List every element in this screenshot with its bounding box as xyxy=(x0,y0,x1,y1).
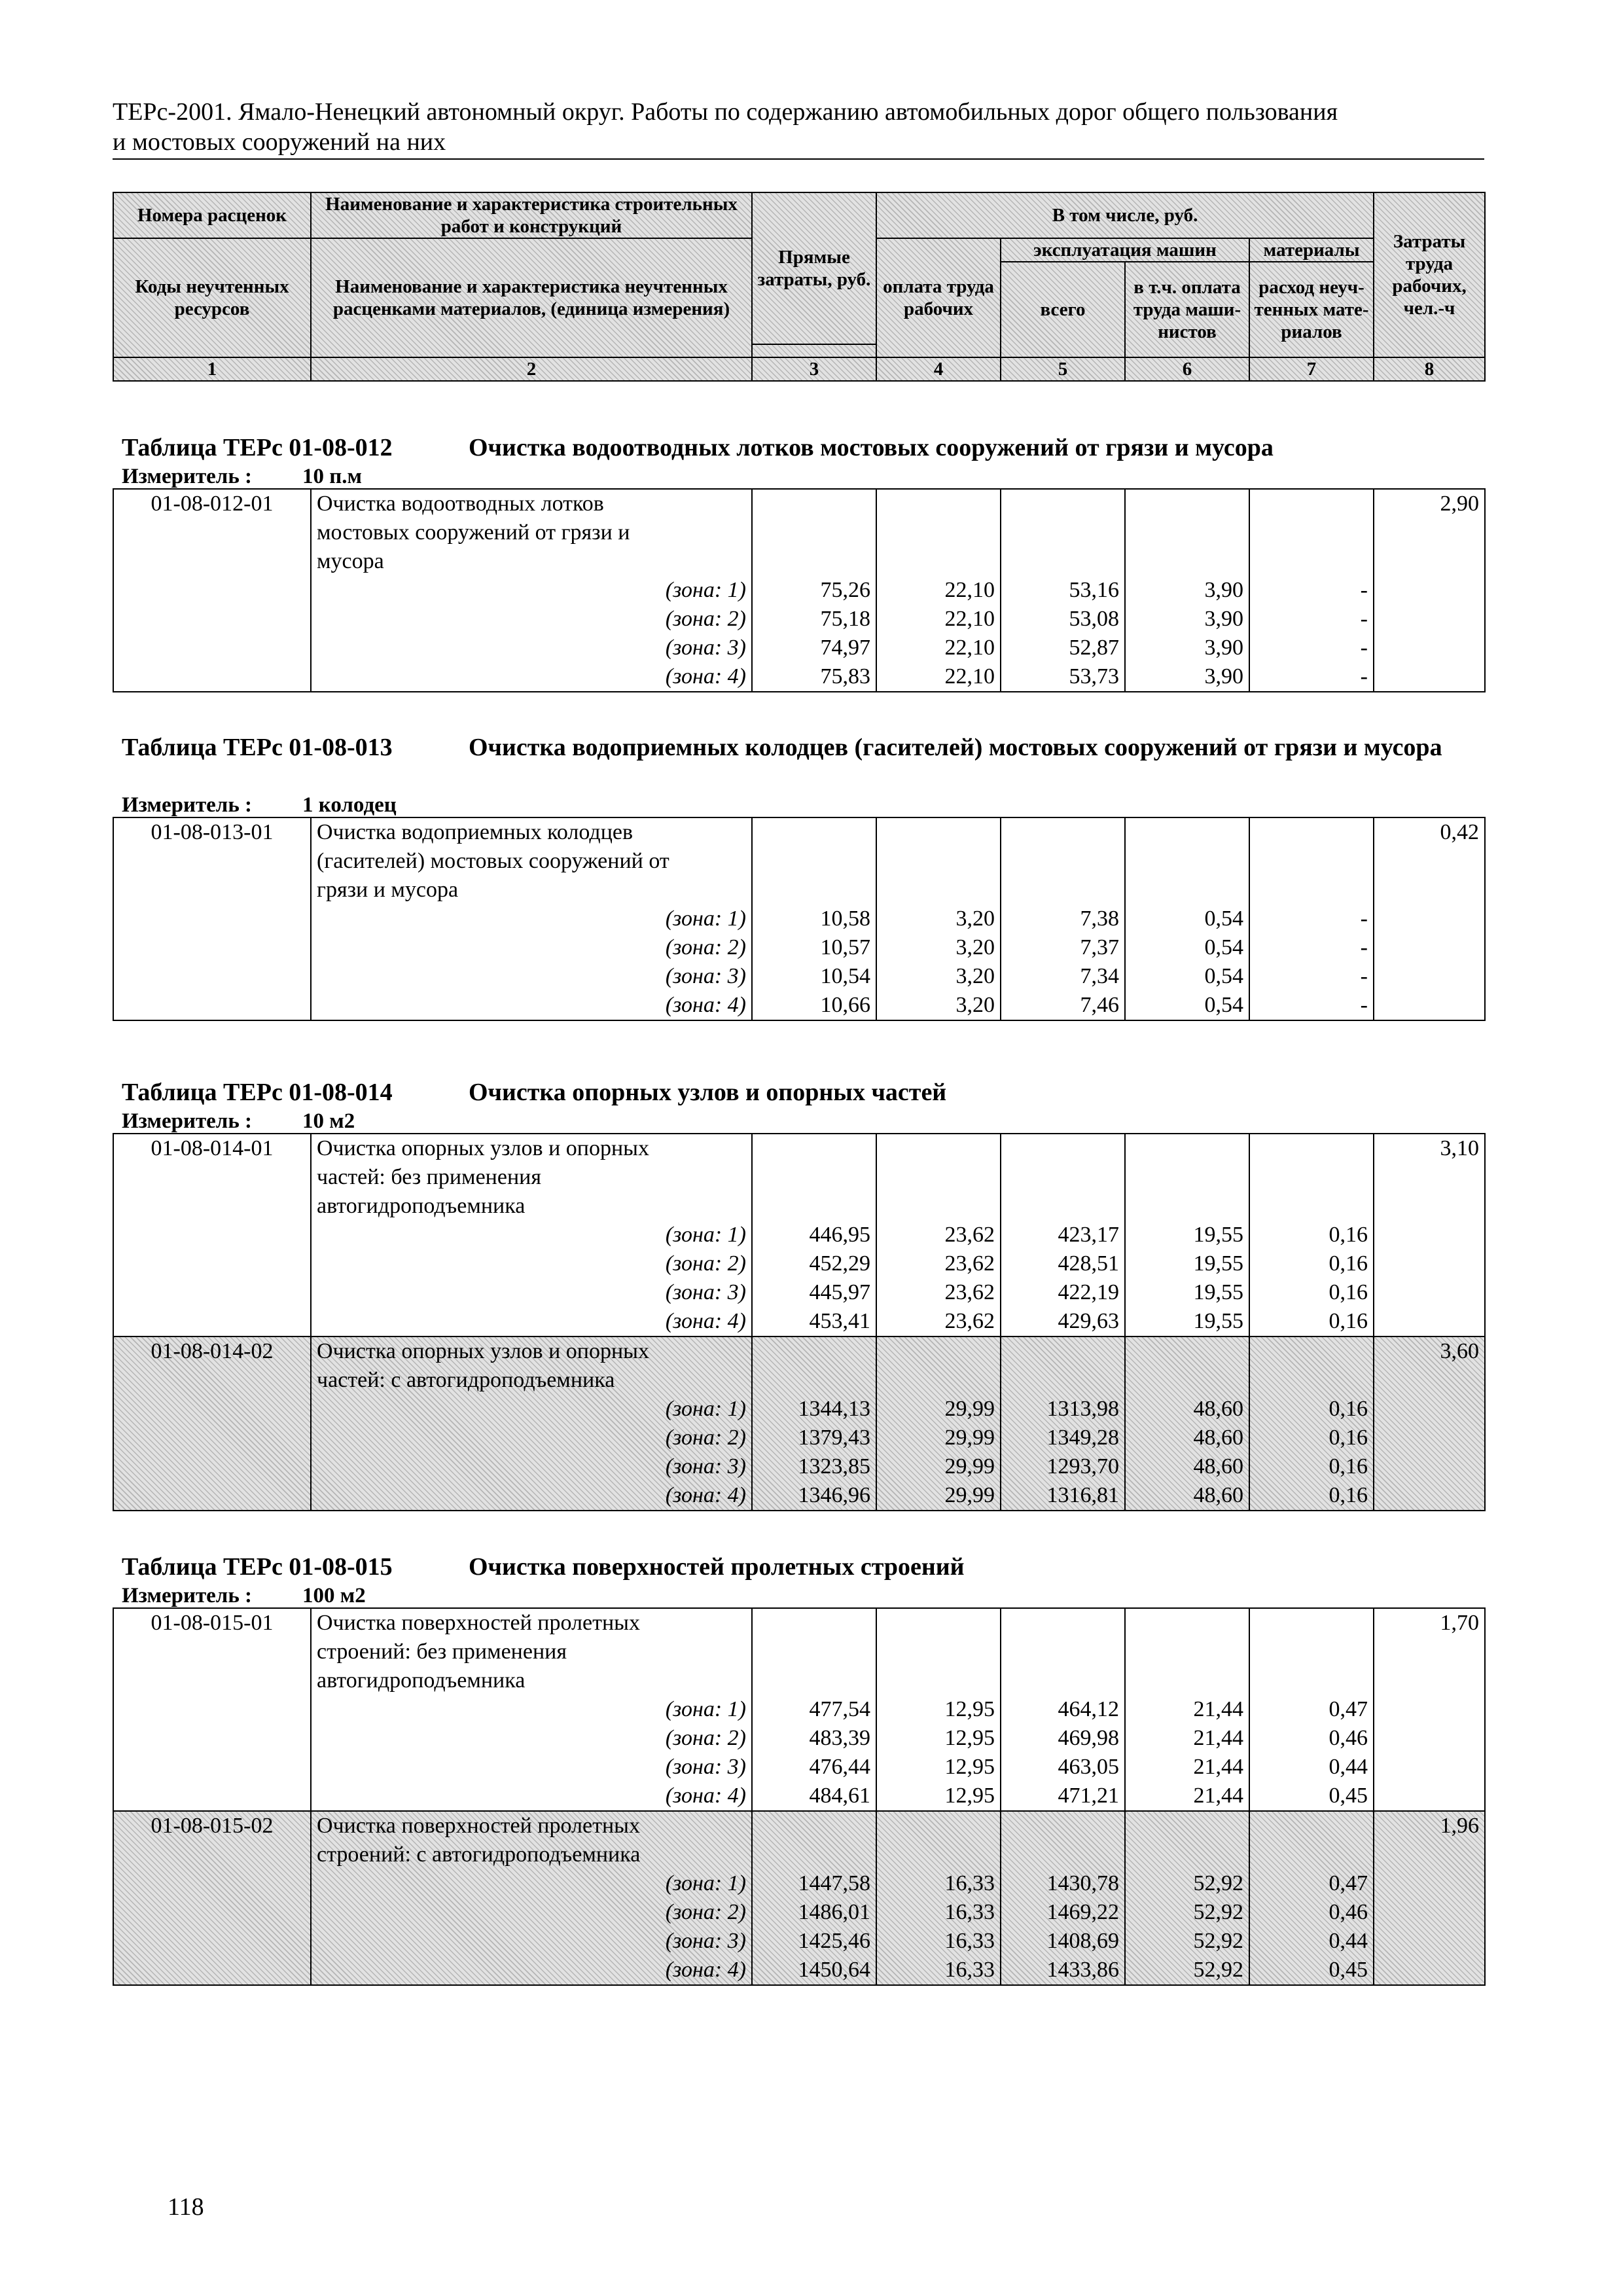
value-mach: 1408,69 xyxy=(1046,1929,1119,1953)
value-machpay: 0,54 xyxy=(1204,906,1243,931)
header-line-1: ТЕРс-2001. Ямало-Ненецкий автономный округ. Работы по содержанию автомобильных дорог общего пользования xyxy=(113,98,1338,126)
header-line-2: и мостовых сооружений на них xyxy=(113,128,446,156)
value-pay: 23,62 xyxy=(944,1223,995,1247)
table-title: Очистка водоприемных колодцев (гасителей) мостовых сооружений от грязи и мусора xyxy=(469,734,1442,761)
rate-description: частей: без применения xyxy=(317,1165,541,1189)
value-pay: 16,33 xyxy=(944,1958,995,1982)
header-labor-costs: Затраты труда рабочих, чел.-ч xyxy=(1374,192,1485,357)
value-mat: 0,16 xyxy=(1329,1251,1368,1276)
header-direct-costs: Прямые затраты, руб. xyxy=(752,192,876,344)
value-direct: 1323,85 xyxy=(798,1454,870,1479)
header-machine-operation: эксплуатация машин xyxy=(1001,238,1249,262)
rate-row xyxy=(113,1336,1485,1511)
value-mat: 0,16 xyxy=(1329,1397,1368,1421)
measure-line xyxy=(113,1104,1484,1133)
value-mach: 469,98 xyxy=(1058,1726,1119,1750)
value-direct: 10,58 xyxy=(820,906,870,931)
rate-code: 01-08-012-01 xyxy=(151,492,274,516)
rate-description: мусора xyxy=(317,549,384,573)
value-machpay: 3,90 xyxy=(1204,578,1243,602)
value-mach: 429,63 xyxy=(1058,1309,1119,1333)
value-direct: 1447,58 xyxy=(798,1871,870,1895)
value-mach: 52,87 xyxy=(1069,636,1119,660)
value-mach: 1313,98 xyxy=(1046,1397,1119,1421)
value-machpay: 3,90 xyxy=(1204,636,1243,660)
header-rates-number: Номера расценок xyxy=(113,192,311,238)
value-machpay: 0,54 xyxy=(1204,964,1243,988)
value-pay: 22,10 xyxy=(944,664,995,689)
rate-table-section xyxy=(113,733,1484,1021)
value-pay: 29,99 xyxy=(944,1426,995,1450)
value-machpay: 52,92 xyxy=(1193,1929,1243,1953)
value-mat: 0,46 xyxy=(1329,1726,1368,1750)
value-machpay: 21,44 xyxy=(1193,1726,1243,1750)
labor-costs-value: 1,96 xyxy=(1440,1814,1479,1838)
value-mat: 0,16 xyxy=(1329,1483,1368,1507)
column-header-table xyxy=(113,192,1486,382)
value-mach: 7,37 xyxy=(1080,935,1119,960)
value-pay: 23,62 xyxy=(944,1280,995,1304)
table-title: Очистка водоотводных лотков мостовых сооружений от грязи и мусора xyxy=(469,434,1274,461)
value-pay: 3,20 xyxy=(955,993,995,1017)
col-number: 7 xyxy=(1249,357,1374,381)
value-direct: 445,97 xyxy=(809,1280,870,1304)
value-mat: 0,16 xyxy=(1329,1223,1368,1247)
rate-description: (гасителей) мостовых сооружений от xyxy=(317,849,669,873)
value-mat: 0,47 xyxy=(1329,1871,1368,1895)
value-pay: 29,99 xyxy=(944,1483,995,1507)
value-mat: 0,44 xyxy=(1329,1755,1368,1779)
value-mach: 1349,28 xyxy=(1046,1426,1119,1450)
col-number: 1 xyxy=(113,357,311,381)
value-mat: - xyxy=(1360,935,1368,960)
value-mach: 423,17 xyxy=(1058,1223,1119,1247)
zone-label: (зона: 3) xyxy=(665,1280,746,1304)
measure-value: 100 м2 xyxy=(302,1584,366,1607)
value-mat: - xyxy=(1360,607,1368,631)
value-mat: - xyxy=(1360,964,1368,988)
value-machpay: 3,90 xyxy=(1204,607,1243,631)
rate-description: строений: без применения xyxy=(317,1640,567,1664)
col-number: 2 xyxy=(311,357,752,381)
col-number: 8 xyxy=(1374,357,1485,381)
measure-line xyxy=(113,1579,1484,1607)
value-direct: 477,54 xyxy=(809,1697,870,1721)
zone-label: (зона: 3) xyxy=(665,1929,746,1953)
value-mat: - xyxy=(1360,993,1368,1017)
rate-description: Очистка водоотводных лотков xyxy=(317,492,604,516)
value-machpay: 48,60 xyxy=(1193,1426,1243,1450)
rate-table-section xyxy=(113,1552,1484,1986)
value-pay: 29,99 xyxy=(944,1397,995,1421)
value-direct: 75,83 xyxy=(820,664,870,689)
rate-code: 01-08-013-01 xyxy=(151,820,274,844)
value-mach: 471,21 xyxy=(1058,1784,1119,1808)
value-mach: 1316,81 xyxy=(1046,1483,1119,1507)
header-machinist-pay: в т.ч. оплата труда маши-нистов xyxy=(1125,262,1249,357)
rate-row xyxy=(113,817,1485,1020)
rate-table-section xyxy=(113,433,1484,692)
value-pay: 3,20 xyxy=(955,906,995,931)
rate-description: грязи и мусора xyxy=(317,878,459,902)
value-mat: - xyxy=(1360,578,1368,602)
value-pay: 16,33 xyxy=(944,1871,995,1895)
value-pay: 23,62 xyxy=(944,1309,995,1333)
value-direct: 1425,46 xyxy=(798,1929,870,1953)
value-mach: 7,46 xyxy=(1080,993,1119,1017)
value-machpay: 0,54 xyxy=(1204,935,1243,960)
value-machpay: 52,92 xyxy=(1193,1871,1243,1895)
rate-description: мостовых сооружений от грязи и xyxy=(317,520,630,545)
value-pay: 12,95 xyxy=(944,1755,995,1779)
header-labor-pay: оплата труда рабочих xyxy=(876,238,1001,357)
value-mach: 463,05 xyxy=(1058,1755,1119,1779)
col-number: 5 xyxy=(1001,357,1125,381)
value-machpay: 48,60 xyxy=(1193,1397,1243,1421)
table-number: Таблица ТЕРс 01-08-012 xyxy=(122,434,393,461)
measure-label: Измеритель : xyxy=(122,1584,253,1607)
labor-costs-value: 0,42 xyxy=(1440,820,1479,844)
value-direct: 484,61 xyxy=(809,1784,870,1808)
rate-table xyxy=(113,1133,1486,1511)
header-unaccounted-materials: расход неуч-тенных мате-риалов xyxy=(1249,262,1374,357)
zone-label: (зона: 4) xyxy=(665,993,746,1017)
zone-label: (зона: 2) xyxy=(665,607,746,631)
page-number: 118 xyxy=(168,2193,204,2221)
value-mat: 0,16 xyxy=(1329,1454,1368,1479)
value-direct: 1379,43 xyxy=(798,1426,870,1450)
value-mat: - xyxy=(1360,906,1368,931)
zone-label: (зона: 3) xyxy=(665,1454,746,1479)
value-pay: 22,10 xyxy=(944,578,995,602)
zone-label: (зона: 2) xyxy=(665,1251,746,1276)
value-mat: 0,16 xyxy=(1329,1280,1368,1304)
value-mach: 7,34 xyxy=(1080,964,1119,988)
zone-label: (зона: 4) xyxy=(665,1784,746,1808)
value-mach: 428,51 xyxy=(1058,1251,1119,1276)
table-number: Таблица ТЕРс 01-08-013 xyxy=(122,734,393,761)
measure-label: Измеритель : xyxy=(122,793,253,817)
labor-costs-value: 3,60 xyxy=(1440,1339,1479,1363)
measure-line xyxy=(113,459,1484,488)
value-direct: 10,54 xyxy=(820,964,870,988)
table-title: Очистка поверхностей пролетных строений xyxy=(469,1553,965,1581)
header-materials-name: Наименование и характеристика неучтенных расценками материалов, (единица измерения) xyxy=(311,238,752,357)
zone-label: (зона: 4) xyxy=(665,1483,746,1507)
labor-costs-value: 3,10 xyxy=(1440,1136,1479,1160)
header-work-name: Наименование и характеристика строительных работ и конструкций xyxy=(311,192,752,238)
value-machpay: 52,92 xyxy=(1193,1958,1243,1982)
value-direct: 10,66 xyxy=(820,993,870,1017)
rate-description: Очистка поверхностей пролетных xyxy=(317,1611,641,1635)
zone-label: (зона: 3) xyxy=(665,636,746,660)
value-machpay: 19,55 xyxy=(1193,1223,1243,1247)
rate-description: строений: с автогидроподъемника xyxy=(317,1842,641,1867)
value-machpay: 3,90 xyxy=(1204,664,1243,689)
rate-table xyxy=(113,817,1486,1021)
header-resource-codes: Коды неучтенных ресурсов xyxy=(113,238,311,357)
value-direct: 10,57 xyxy=(820,935,870,960)
rate-table xyxy=(113,488,1486,692)
value-pay: 16,33 xyxy=(944,1929,995,1953)
labor-costs-value: 1,70 xyxy=(1440,1611,1479,1635)
value-mach: 7,38 xyxy=(1080,906,1119,931)
value-mach: 422,19 xyxy=(1058,1280,1119,1304)
rate-row xyxy=(113,1608,1485,1811)
table-number: Таблица ТЕРс 01-08-015 xyxy=(122,1553,393,1581)
value-mach: 53,73 xyxy=(1069,664,1119,689)
measure-value: 10 м2 xyxy=(302,1109,355,1133)
value-pay: 29,99 xyxy=(944,1454,995,1479)
value-machpay: 21,44 xyxy=(1193,1784,1243,1808)
labor-costs-value: 2,90 xyxy=(1440,492,1479,516)
table-heading xyxy=(113,1078,1484,1104)
value-mach: 1469,22 xyxy=(1046,1900,1119,1924)
value-pay: 22,10 xyxy=(944,636,995,660)
value-mat: - xyxy=(1360,664,1368,689)
rate-code: 01-08-015-02 xyxy=(151,1814,274,1838)
value-pay: 12,95 xyxy=(944,1784,995,1808)
value-machpay: 19,55 xyxy=(1193,1309,1243,1333)
zone-label: (зона: 2) xyxy=(665,1900,746,1924)
value-pay: 16,33 xyxy=(944,1900,995,1924)
zone-label: (зона: 2) xyxy=(665,1726,746,1750)
rate-description: Очистка опорных узлов и опорных xyxy=(317,1339,650,1363)
zone-label: (зона: 4) xyxy=(665,1958,746,1982)
col-number: 4 xyxy=(876,357,1001,381)
value-mat: - xyxy=(1360,636,1368,660)
table-title: Очистка опорных узлов и опорных частей xyxy=(469,1079,947,1106)
value-mat: 0,46 xyxy=(1329,1900,1368,1924)
measure-label: Измеритель : xyxy=(122,1109,253,1133)
col-number: 6 xyxy=(1125,357,1249,381)
value-machpay: 21,44 xyxy=(1193,1755,1243,1779)
measure-value: 1 колодец xyxy=(302,793,397,817)
value-mach: 53,16 xyxy=(1069,578,1119,602)
value-direct: 75,18 xyxy=(820,607,870,631)
zone-label: (зона: 1) xyxy=(665,1871,746,1895)
table-number: Таблица ТЕРс 01-08-014 xyxy=(122,1079,393,1106)
zone-label: (зона: 1) xyxy=(665,578,746,602)
value-pay: 3,20 xyxy=(955,935,995,960)
zone-label: (зона: 2) xyxy=(665,935,746,960)
value-pay: 3,20 xyxy=(955,964,995,988)
rate-row xyxy=(113,1134,1485,1336)
value-machpay: 48,60 xyxy=(1193,1483,1243,1507)
value-machpay: 19,55 xyxy=(1193,1280,1243,1304)
rate-description: частей: с автогидроподъемника xyxy=(317,1368,615,1392)
col-number: 3 xyxy=(752,357,876,381)
zone-label: (зона: 3) xyxy=(665,1755,746,1779)
value-pay: 12,95 xyxy=(944,1726,995,1750)
header-materials: материалы xyxy=(1249,238,1374,262)
rate-row xyxy=(113,1811,1485,1985)
zone-label: (зона: 4) xyxy=(665,664,746,689)
zone-label: (зона: 1) xyxy=(665,1223,746,1247)
value-machpay: 0,54 xyxy=(1204,993,1243,1017)
value-pay: 23,62 xyxy=(944,1251,995,1276)
value-direct: 1486,01 xyxy=(798,1900,870,1924)
table-heading xyxy=(113,433,1484,459)
rate-code: 01-08-014-01 xyxy=(151,1136,274,1160)
rate-table-section xyxy=(113,1078,1484,1511)
measure-line xyxy=(113,788,1484,817)
value-direct: 476,44 xyxy=(809,1755,870,1779)
rate-description: Очистка опорных узлов и опорных xyxy=(317,1136,650,1160)
value-mach: 1293,70 xyxy=(1046,1454,1119,1479)
value-direct: 1450,64 xyxy=(798,1958,870,1982)
value-mach: 1433,86 xyxy=(1046,1958,1119,1982)
value-mat: 0,47 xyxy=(1329,1697,1368,1721)
measure-label: Измеритель : xyxy=(122,465,253,488)
value-machpay: 19,55 xyxy=(1193,1251,1243,1276)
value-machpay: 52,92 xyxy=(1193,1900,1243,1924)
header-including: В том числе, руб. xyxy=(876,192,1374,238)
zone-label: (зона: 2) xyxy=(665,1426,746,1450)
value-direct: 483,39 xyxy=(809,1726,870,1750)
table-heading xyxy=(113,1552,1484,1579)
rate-code: 01-08-015-01 xyxy=(151,1611,274,1635)
value-direct: 75,26 xyxy=(820,578,870,602)
rate-row xyxy=(113,489,1485,692)
rate-description: Очистка поверхностей пролетных xyxy=(317,1814,641,1838)
header-total: всего xyxy=(1001,262,1125,357)
rate-description: автогидроподъемника xyxy=(317,1194,526,1218)
value-direct: 1344,13 xyxy=(798,1397,870,1421)
value-mach: 464,12 xyxy=(1058,1697,1119,1721)
value-direct: 453,41 xyxy=(809,1309,870,1333)
value-pay: 12,95 xyxy=(944,1697,995,1721)
value-mat: 0,45 xyxy=(1329,1958,1368,1982)
zone-label: (зона: 4) xyxy=(665,1309,746,1333)
value-mat: 0,44 xyxy=(1329,1929,1368,1953)
rate-description: Очистка водоприемных колодцев xyxy=(317,820,633,844)
page-header xyxy=(113,97,1484,160)
value-mat: 0,16 xyxy=(1329,1309,1368,1333)
zone-label: (зона: 1) xyxy=(665,906,746,931)
table-heading xyxy=(113,733,1484,788)
value-direct: 452,29 xyxy=(809,1251,870,1276)
value-machpay: 48,60 xyxy=(1193,1454,1243,1479)
zone-label: (зона: 1) xyxy=(665,1697,746,1721)
value-mach: 53,08 xyxy=(1069,607,1119,631)
header-direct-costs-spacer xyxy=(752,344,876,357)
value-direct: 74,97 xyxy=(820,636,870,660)
value-direct: 1346,96 xyxy=(798,1483,870,1507)
rate-code: 01-08-014-02 xyxy=(151,1339,274,1363)
measure-value: 10 п.м xyxy=(302,465,362,488)
value-direct: 446,95 xyxy=(809,1223,870,1247)
value-mat: 0,16 xyxy=(1329,1426,1368,1450)
value-machpay: 21,44 xyxy=(1193,1697,1243,1721)
rate-description: автогидроподъемника xyxy=(317,1668,526,1693)
rate-table xyxy=(113,1607,1486,1986)
zone-label: (зона: 3) xyxy=(665,964,746,988)
value-mat: 0,45 xyxy=(1329,1784,1368,1808)
value-pay: 22,10 xyxy=(944,607,995,631)
zone-label: (зона: 1) xyxy=(665,1397,746,1421)
value-mach: 1430,78 xyxy=(1046,1871,1119,1895)
